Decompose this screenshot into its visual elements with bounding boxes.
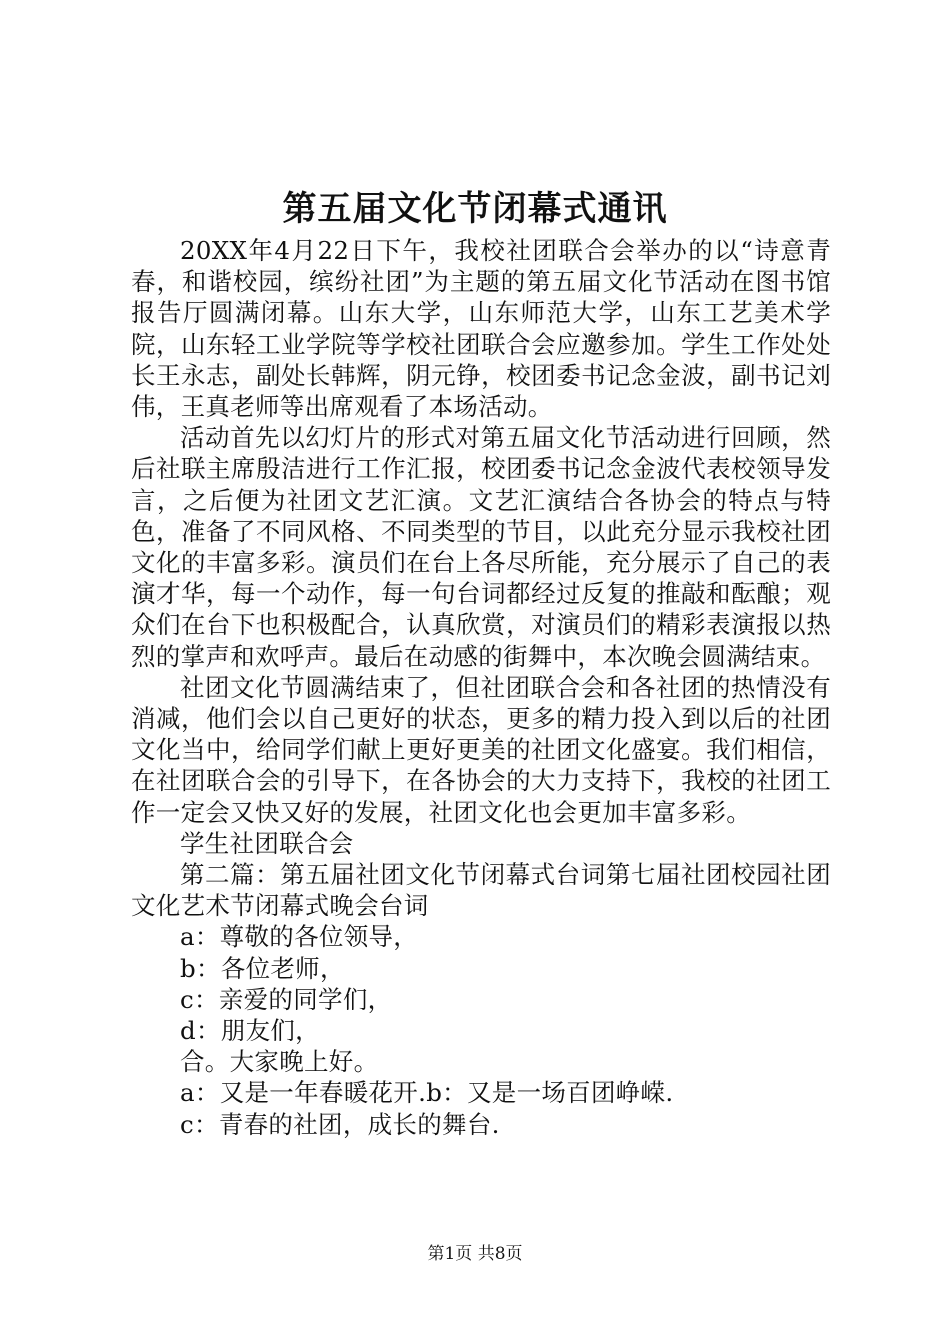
script-line: c：亲爱的同学们， (180, 984, 393, 1014)
script-line: 合。大家晚上好。 (180, 1047, 379, 1077)
document-title: 第五届文化节闭幕式通讯 (282, 189, 668, 229)
script-line: a：又是一年春暖花开.b：又是一场百团峥嵘. (180, 1078, 674, 1108)
signature: 学生社团联合会 (180, 828, 354, 858)
page-indicator: 第1页 共8页 (427, 1244, 523, 1264)
paragraph-2: 活动首先以幻灯片的形式对第五届文化节活动进行回顾，然后社联主席殷洁进行工作汇报，校团委书记念金波代表校领导发言，之后便为社团文艺汇演。文艺汇演结合各协会的特点与特色，准备了不同风格、不同类型的节目，以此充分显示我校社团文化的丰富多彩。演员们在台上各尽所能，充分展示了自己的表演才华，每一个动作，每一句台词都经过反复的推敲和酝酿；观众们在台下也积极配合，认真欣赏，对演员们的精彩表演报以热烈的掌声和欢呼声。最后在动感的街舞中，本次晚会圆满结束。 (131, 423, 831, 671)
script-line: a：尊敬的各位领导， (180, 922, 419, 952)
paragraph-1: 20XX年4月22日下午，我校社团联合会举办的以“诗意青春，和谐校园，缤纷社团”为主题的第五届文化节活动在图书馆报告厅圆满闭幕。山东大学，山东师范大学，山东工艺美术学院，山东轻工业学院等学校社团联合会应邀参加。学生工作处处长王永志，副处长韩辉，阴元铮，校团委书记念金波，副书记刘伟，王真老师等出席观看了本场活动。 (131, 236, 831, 422)
paragraph-3: 社团文化节圆满结束了，但社团联合会和各社团的热情没有消减，他们会以自己更好的状态，更多的精力投入到以后的社团文化当中，给同学们献上更好更美的社团文化盛宴。我们相信，在社团联合会的引导下，在各协会的大力支持下，我校的社团工作一定会又快又好的发展，社团文化也会更加丰富多彩。 (131, 672, 831, 827)
script-line: b：各位老师， (180, 953, 345, 983)
second-article-heading: 第二篇：第五届社团文化节闭幕式台词第七届社团校园社团文化艺术节闭幕式晚会台词 (131, 860, 831, 921)
document-body (131, 235, 831, 1140)
script-line: c：青春的社团，成长的舞台. (180, 1109, 500, 1139)
script-line: d：朋友们， (180, 1016, 320, 1046)
